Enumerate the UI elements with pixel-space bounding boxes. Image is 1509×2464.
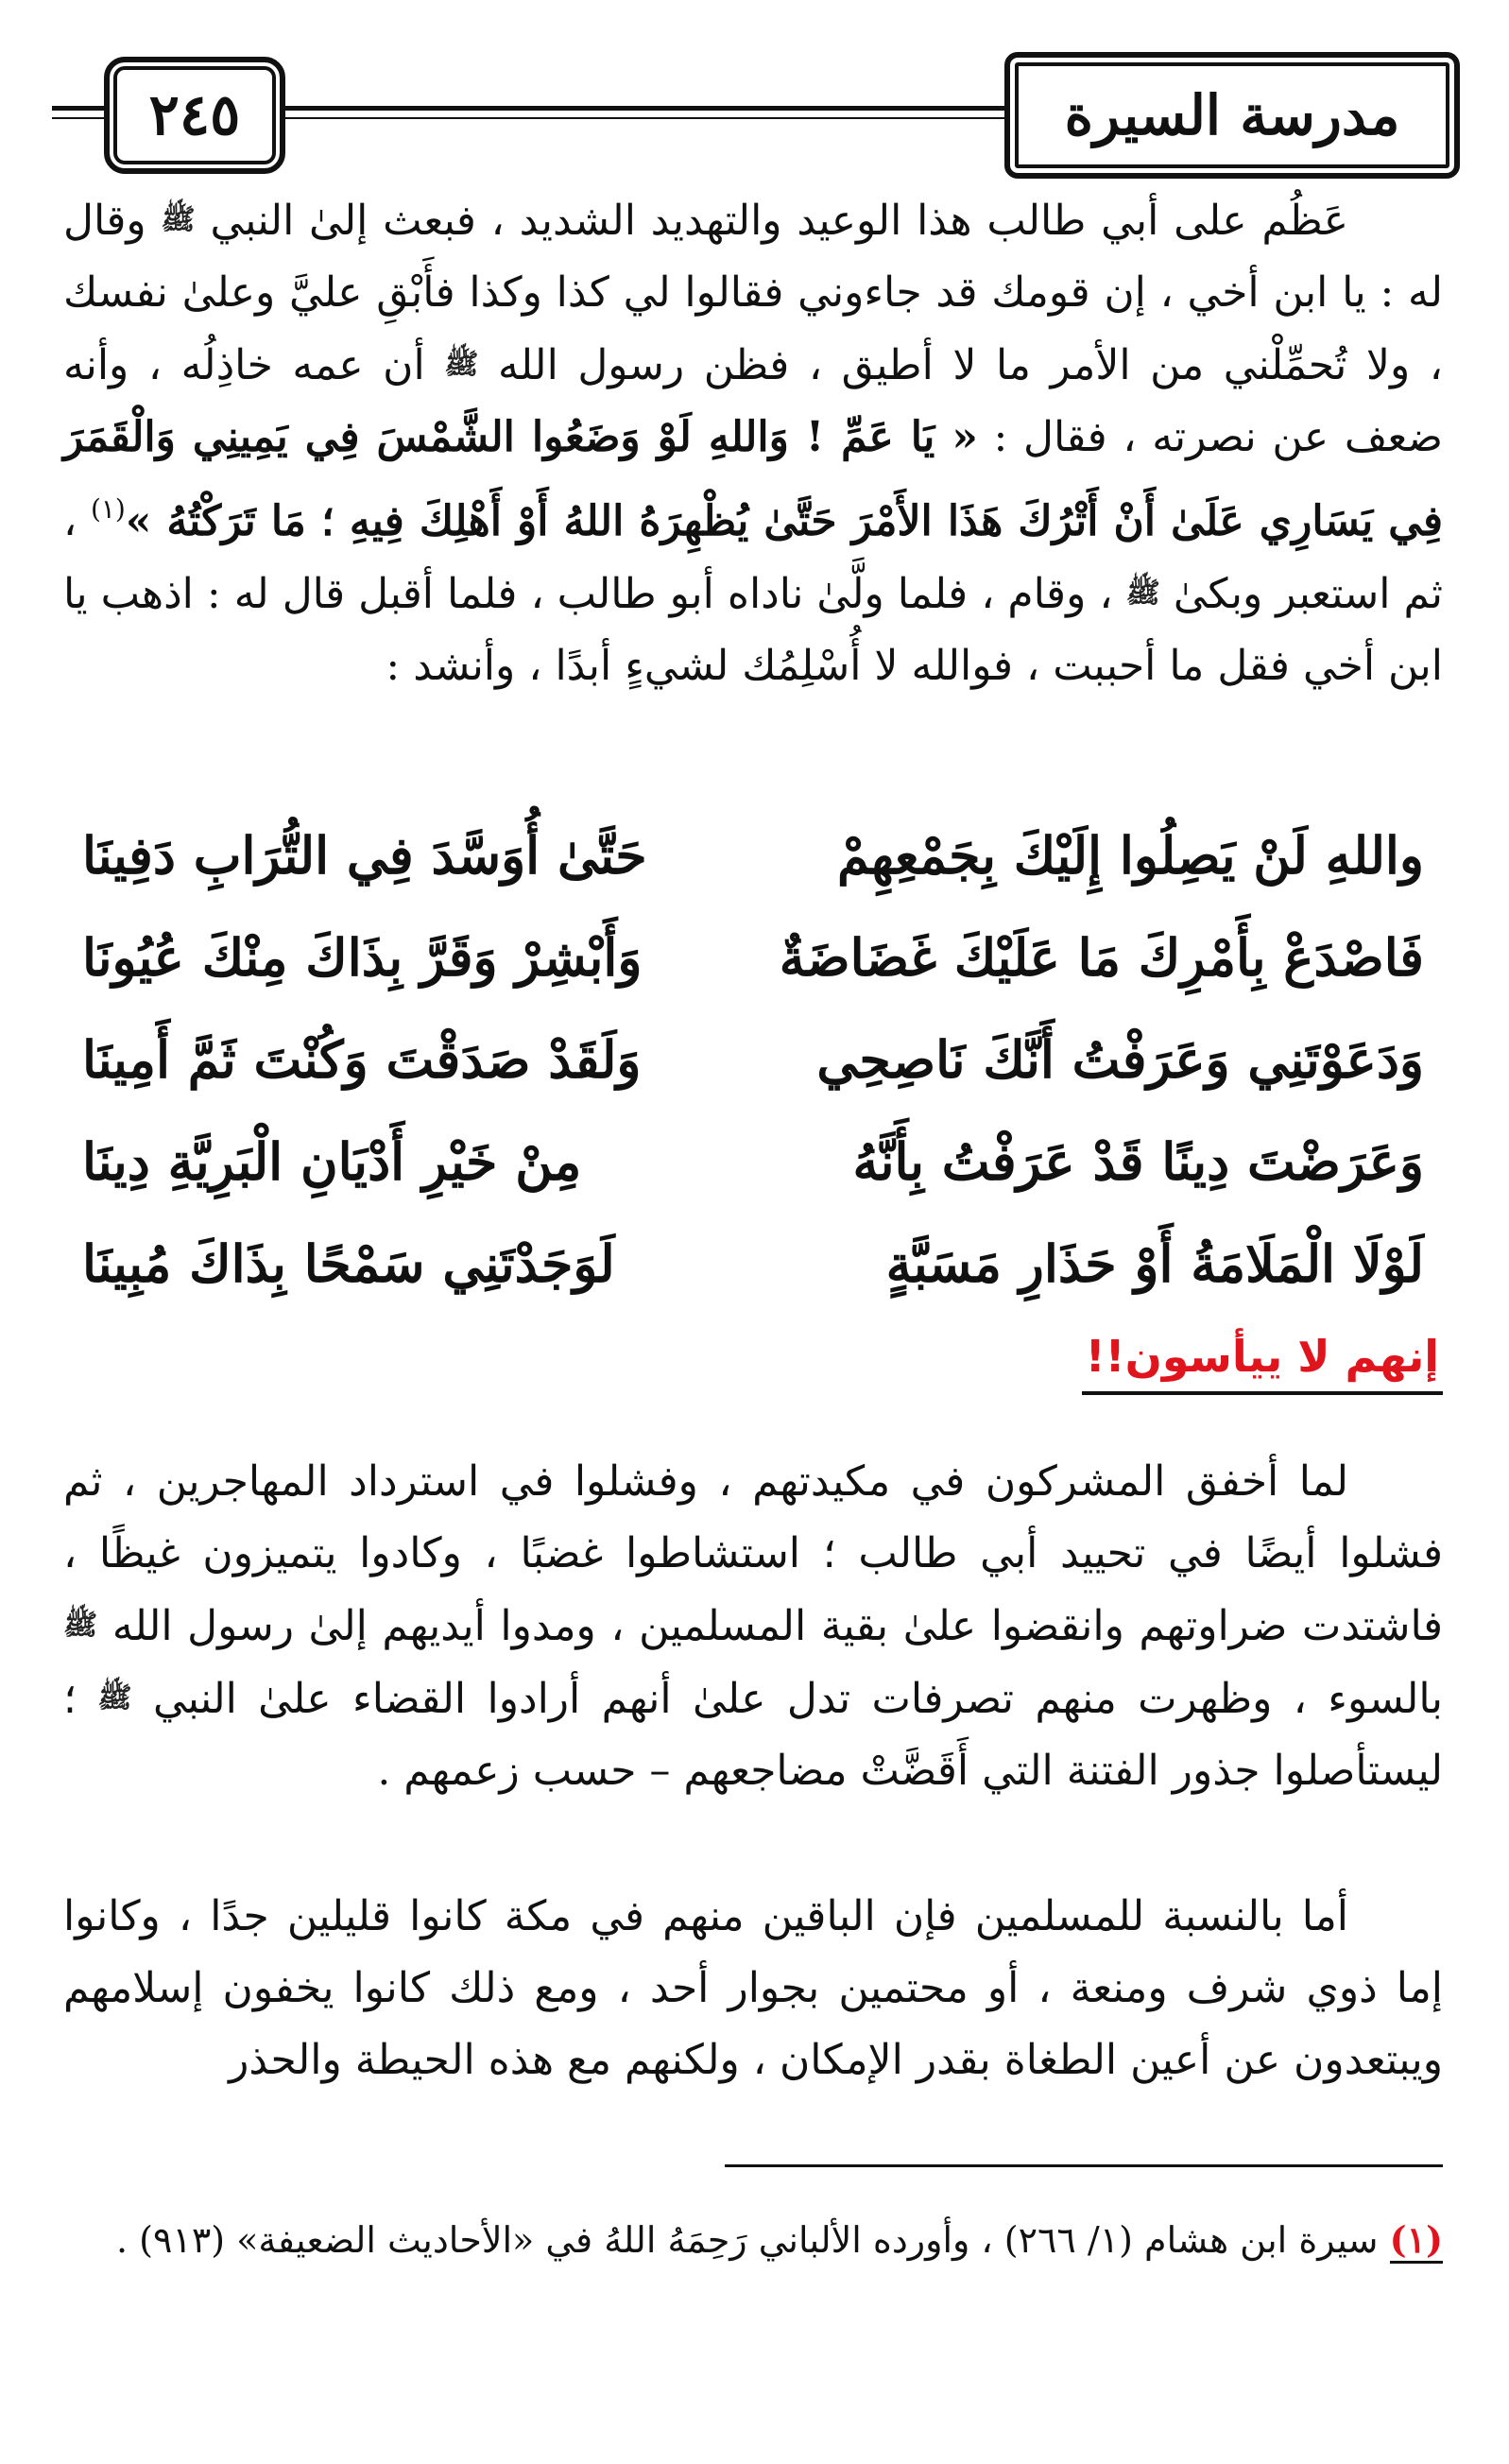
poem-verse xyxy=(63,1221,1443,1323)
page-header xyxy=(52,38,1460,151)
poem-verse xyxy=(63,915,1443,1017)
verse-first-hemistich: وَعَرَضْتَ دِينًا قَدْ عَرَفْتُ بِأَنَّهُ xyxy=(852,1131,1424,1192)
salutation-mark: ﷺ xyxy=(1125,577,1160,610)
verse-second-hemistich: وَأَبْشِرْ وَقَرَّ بِذَاكَ مِنْكَ عُيُونَا xyxy=(82,927,643,988)
verse-first-hemistich: وَدَعَوْتَنِي وَعَرَفْتُ أَنَّكَ نَاصِحِي xyxy=(816,1029,1424,1090)
verse-second-hemistich: حَتَّىٰ أُوَسَّدَ فِي التُّرَابِ دَفِينَا xyxy=(82,825,647,886)
p1-text-3: أن عمه خاذِلُه ، وأنه ضعف عن نصرته ، فقال : xyxy=(63,341,1443,461)
p1-text-2: وقال له : يا ابن أخي ، إن قومك قد جاءوني فقالوا لي كذا وكذا فأَبْقِ عليَّ وعلىٰ نفسك ، ولا تُحمِّلْني من الأمر ما لا أطيق ، فظن رسول الله xyxy=(63,197,1443,389)
p2-text-2: بالسوء ، وظهرت منهم تصرفات تدل علىٰ أنهم أرادوا القضاء علىٰ النبي xyxy=(152,1675,1443,1723)
running-title: مدرسة السيرة xyxy=(1064,83,1400,147)
p1-text-1: عَظُم على أبي طالب هذا الوعيد والتهديد الشديد ، فبعث إلىٰ النبي xyxy=(210,197,1348,245)
p2-text-3: ؛ ليستأصلوا جذور الفتنة التي أَقَضَّتْ مضاجعهم – حسب زعمهم . xyxy=(63,1675,1443,1795)
page-number: ٢٤٥ xyxy=(148,82,241,148)
paragraph-1 xyxy=(63,184,1443,702)
salutation-mark: ﷺ xyxy=(63,1609,98,1642)
poem-verse xyxy=(63,813,1443,915)
poem-verse xyxy=(63,1119,1443,1221)
paragraph-3 xyxy=(63,1881,1443,2096)
verse-second-hemistich: مِنْ خَيْرِ أَدْيَانِ الْبَرِيَّةِ دِينَا xyxy=(82,1131,582,1192)
p3-text: أما بالنسبة للمسلمين فإن الباقين منهم في مكة كانوا قليلين جدًا ، وكانوا إما ذوي شرف ومنعة ، أو محتمين بجوار أحد ، ومع ذلك كانوا يخفون إسلامهم ويبتعدون عن أعين الطغاة بقدر الإمكان ، ولكنهم مع هذه الحيطة والحذر xyxy=(63,1892,1443,2084)
footnote xyxy=(63,2212,1443,2268)
salutation-mark: ﷺ xyxy=(444,348,479,381)
footnote-text: سيرة ابن هشام (١/ ٢٦٦) ، وأورده الألباني رَحِمَهُ اللهُ في «الأحاديث الضعيفة» (٩١٣) . xyxy=(116,2219,1379,2261)
p2-text-1: لما أخفق المشركون في مكيدتهم ، وفشلوا في استرداد المهاجرين ، ثم فشلوا أيضًا في تحييد أبي طالب ؛ استشاطوا غضبًا ، وكادوا يتميزون غيظًا ، فاشتدت ضراوتهم وانقضوا علىٰ بقية المسلمين ، ومدوا أيديهم إلىٰ رسول الله xyxy=(63,1457,1443,1650)
p1-text-5: ، وقام ، فلما ولَّىٰ ناداه أبو طالب ، فلما أقبل قال له : اذهب يا ابن أخي فقل ما أحببت ، فوالله لا أُسْلِمُك لشيءٍ أبدًا ، وأنشد : xyxy=(63,570,1443,690)
footnote-reference: (١) xyxy=(90,493,126,525)
poem xyxy=(63,813,1443,1323)
p1-text-4: ، ثم استعبر وبكىٰ xyxy=(63,497,1443,618)
paragraph-2 xyxy=(63,1446,1443,1807)
hadith-quote: « يَا عَمِّ ! وَاللهِ لَوْ وَضَعُوا الشَّمْسَ فِي يَمِينِي وَالْقَمَرَ فِي يَسَارِي عَلَىٰ أَنْ أَتْرُكَ هَذَا الأَمْرَ حَتَّىٰ يُظْهِرَهُ اللهُ أَوْ أَهْلِكَ فِيهِ ؛ مَا تَرَكْتُهُ » xyxy=(63,413,1443,545)
verse-second-hemistich: لَوَجَدْتَنِي سَمْحًا بِذَاكَ مُبِينَا xyxy=(82,1233,615,1294)
poem-verse xyxy=(63,1017,1443,1119)
verse-first-hemistich: واللهِ لَنْ يَصِلُوا إِلَيْكَ بِجَمْعِهِمْ xyxy=(837,825,1424,886)
section-heading: إنهم لا ييأسون!! xyxy=(1082,1323,1443,1395)
page-number-frame xyxy=(104,57,285,174)
running-title-frame xyxy=(1004,52,1460,179)
verse-second-hemistich: وَلَقَدْ صَدَقْتَ وَكُنْتَ ثَمَّ أَمِينَا xyxy=(82,1029,642,1090)
footnote-number: (١) xyxy=(1390,2218,1443,2264)
footnote-divider xyxy=(725,2164,1443,2167)
verse-first-hemistich: فَاصْدَعْ بِأَمْرِكَ مَا عَلَيْكَ غَضَاضَةٌ xyxy=(779,927,1424,988)
salutation-mark: ﷺ xyxy=(161,203,196,236)
verse-first-hemistich: لَوْلَا الْمَلَامَةُ أَوْ حَذَارِ مَسَبَّةٍ xyxy=(885,1233,1424,1294)
salutation-mark: ﷺ xyxy=(97,1681,132,1714)
